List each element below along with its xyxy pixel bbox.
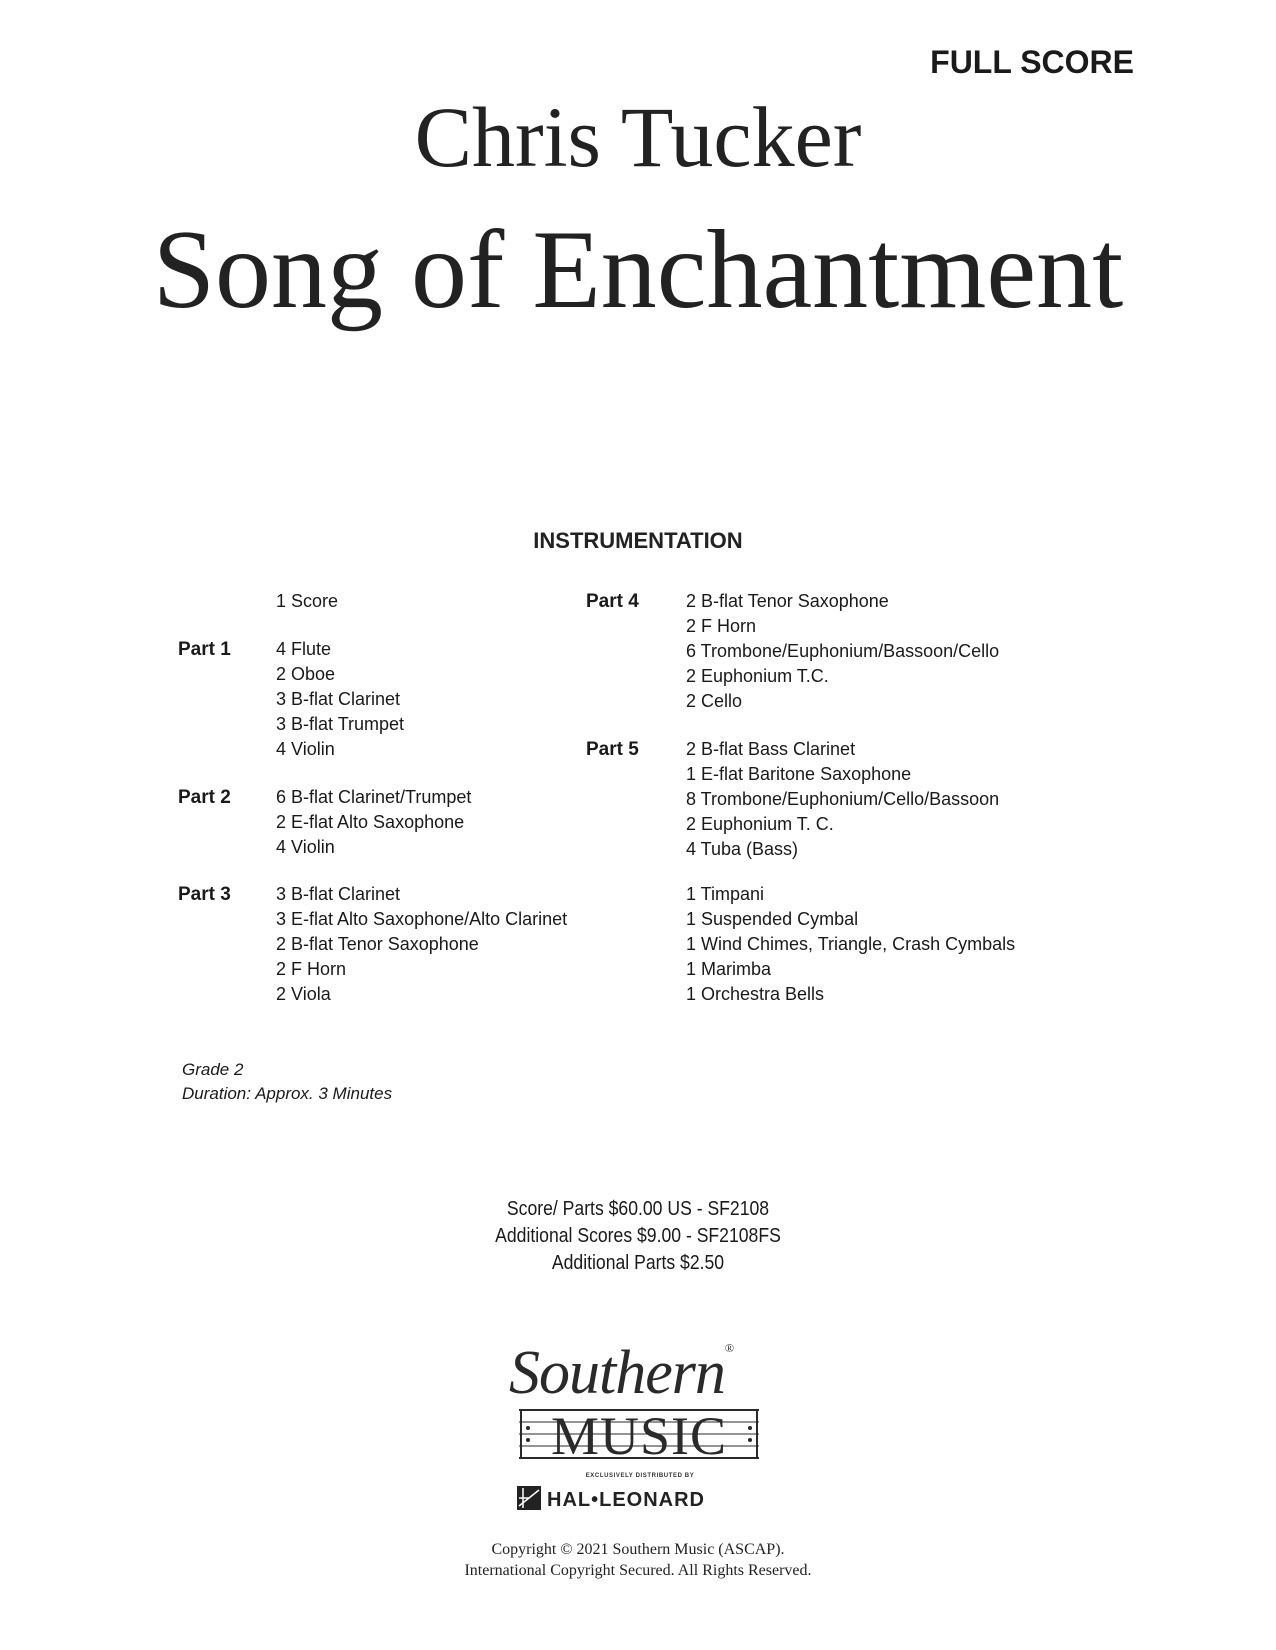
logo-southern-text: Southern® [509, 1339, 733, 1407]
list-item: 1 Wind Chimes, Triangle, Crash Cymbals [686, 934, 1016, 954]
hal-leonard-text: HAL•LEONARD [547, 1489, 705, 1511]
copyright-line: Copyright © 2021 Southern Music (ASCAP). [491, 1541, 785, 1558]
composer-name: Chris Tucker [414, 89, 862, 185]
part-1-list [276, 637, 404, 762]
list-item: 1 Orchestra Bells [686, 984, 825, 1004]
list-item: 2 Cello [686, 691, 743, 711]
list-item: 3 B-flat Clarinet [276, 884, 401, 904]
list-item: 4 Tuba (Bass) [686, 839, 799, 859]
score-item: 1 Score [276, 591, 339, 611]
price-line: Score/ Parts $60.00 US - SF2108 [506, 1198, 770, 1220]
list-item: 2 Euphonium T.C. [686, 666, 829, 686]
list-item: 2 Euphonium T. C. [686, 814, 834, 834]
list-item: 4 Violin [276, 739, 335, 759]
duration-label: Duration: Approx. 3 Minutes [182, 1084, 393, 1103]
list-item: 3 E-flat Alto Saxophone/Alto Clarinet [276, 909, 568, 929]
list-item: 1 E-flat Baritone Saxophone [686, 764, 912, 784]
part-3-label: Part 3 [178, 884, 231, 905]
list-item: 2 Oboe [276, 664, 336, 684]
list-item: 4 Flute [276, 639, 332, 659]
list-item: 1 Timpani [686, 884, 765, 904]
piece-title: Song of Enchantment [152, 208, 1124, 332]
logo-music-staff [519, 1406, 759, 1466]
list-item: 1 Suspended Cymbal [686, 909, 859, 929]
list-item: 2 B-flat Tenor Saxophone [276, 934, 479, 954]
list-item: 3 B-flat Trumpet [276, 714, 405, 734]
list-item: 2 Viola [276, 984, 331, 1004]
list-item: 8 Trombone/Euphonium/Cello/Bassoon [686, 789, 1000, 809]
price-line: Additional Parts $2.50 [551, 1252, 725, 1274]
list-item: 3 B-flat Clarinet [276, 689, 401, 709]
list-item: 2 B-flat Tenor Saxophone [686, 591, 889, 611]
part-5-label: Part 5 [586, 739, 639, 760]
part-4-list [686, 589, 999, 714]
southern-music-logo [505, 1339, 785, 1522]
list-item: 2 F Horn [686, 616, 757, 636]
grade-label: Grade 2 [182, 1060, 244, 1079]
list-item: 4 Violin [276, 837, 335, 857]
full-score-label: FULL SCORE [930, 44, 1134, 80]
price-line: Additional Scores $9.00 - SF2108FS [495, 1225, 781, 1247]
list-item: 2 E-flat Alto Saxophone [276, 812, 465, 832]
list-item: 2 F Horn [276, 959, 347, 979]
hal-leonard-icon [517, 1486, 541, 1510]
logo-distributed-text: EXCLUSIVELY DISTRIBUTED BY [585, 1473, 695, 1479]
price-list [77, 1196, 1200, 1277]
copyright-line: International Copyright Secured. All Rights Reserved. [464, 1562, 812, 1579]
list-item: 1 Marimba [686, 959, 772, 979]
percussion-list [686, 882, 1015, 1007]
part-4-label: Part 4 [586, 591, 639, 612]
list-item: 6 Trombone/Euphonium/Bassoon/Cello [686, 641, 1000, 661]
part-1-label: Part 1 [178, 639, 231, 660]
part-2-list [276, 785, 471, 860]
list-item: 2 B-flat Bass Clarinet [686, 739, 856, 759]
hal-leonard-logo [517, 1486, 757, 1516]
list-item: 6 B-flat Clarinet/Trumpet [276, 787, 472, 807]
logo-music-text: MUSIC [550, 1406, 728, 1466]
part-5-list [686, 737, 999, 862]
grade-info [182, 1058, 392, 1106]
part-2-label: Part 2 [178, 787, 231, 808]
instrumentation-heading: INSTRUMENTATION [533, 528, 743, 553]
part-3-list [276, 882, 567, 1007]
copyright-notice [0, 1539, 1276, 1581]
